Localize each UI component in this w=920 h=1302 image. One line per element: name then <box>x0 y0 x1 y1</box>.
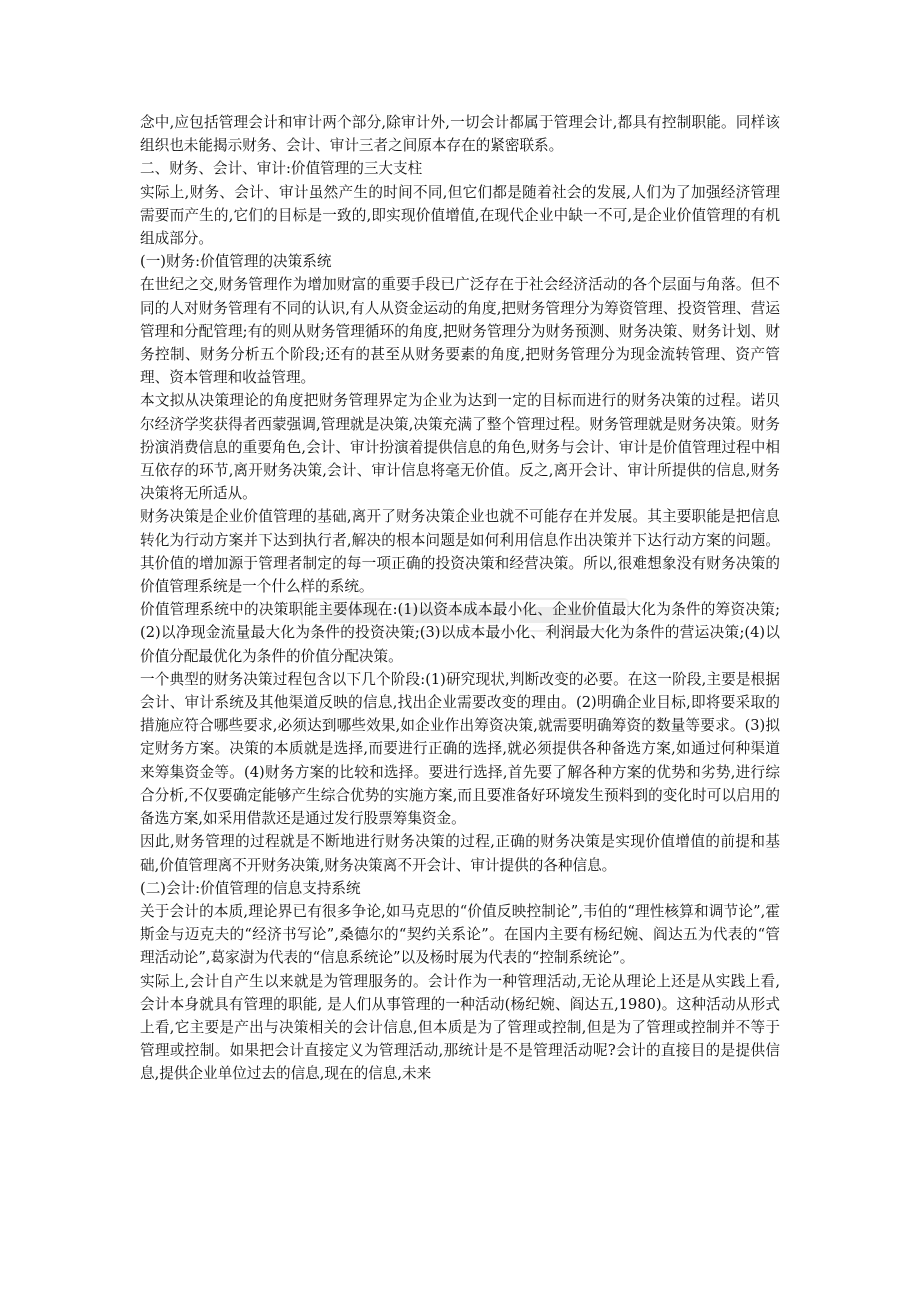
document-body <box>140 111 780 1086</box>
paragraph-7: 财务决策是企业价值管理的基础,离开了财务决策企业也就不可能存在并发展。其主要职能是把信息转化为行动方案并下达到执行者,解决的根本问题是如何利用信息作出决策并下达行动方案的问题。其价值的增加源于管理者制定的每一项正确的投资决策和经营决策。所以,很难想象没有财务决策的价值管理系统是一个什么样的系统。 <box>140 508 780 596</box>
paragraph-13: 实际上,会计自产生以来就是为管理服务的。会计作为一种管理活动,无论从理论上还是从实践上看,会计本身就具有管理的职能, 是人们从事管理的一种活动(杨纪婉、阎达五,1980)。这种活动从形式上看,它主要是产出与决策相关的会计信息,但本质是为了管理或控制,但是为了管理或控制并不等于管理或控制。如果把会计直接定义为管理活动,那统计是不是管理活动呢?会计的直接目的是提供信息,提供企业单位过去的信息,现在的信息,未来 <box>140 972 780 1083</box>
paragraph-9: 一个典型的财务决策过程包含以下几个阶段:(1)研究现状,判断改变的必要。在这一阶段,主要是根据会计、审计系统及其他渠道反映的信息,找出企业需要改变的理由。(2)明确企业目标,即将要采取的措施应符合哪些要求,必须达到哪些效果,如企业作出筹资决策,就需要明确筹资的数量等要求。(3)拟定财务方案。决策的本质就是选择,而要进行正确的选择,就必须提供各种备选方案,如通过何种渠道来筹集资金等。(4)财务方案的比较和选择。要进行选择,首先要了解各种方案的优势和劣势,进行综合分析,不仅要确定能够产生综合优势的实施方案,而且要准备好环境发生预料到的变化时可以启用的备选方案,如采用借款还是通过发行股票筹集资金。 <box>140 670 780 828</box>
paragraph-10: 因此,财务管理的过程就是不断地进行财务决策的过程,正确的财务决策是实现价值增值的前提和基础,价值管理离不开财务决策,财务决策离不开会计、审计提供的各种信息。 <box>140 833 780 874</box>
paragraph-3: 实际上,财务、会计、审计虽然产生的时间不同,但它们都是随着社会的发展,人们为了加强经济管理需要而产生的,它们的目标是一致的,即实现价值增值,在现代企业中缺一不可,是企业价值管理的有机组成部分。 <box>140 183 780 248</box>
subsection-heading-accounting: (二)会计:价值管理的信息支持系统 <box>140 879 361 897</box>
paragraph-1: 念中,应包括管理会计和审计两个部分,除审计外,一切会计都属于管理会计,都具有控制职能。同样该组织也未能揭示财务、会计、审计三者之间原本存在的紧密联系。 <box>140 114 780 155</box>
paragraph-5: 在世纪之交,财务管理作为增加财富的重要手段已广泛存在于社会经济活动的各个层面与角落。但不同的人对财务管理有不同的认识,有人从资金运动的角度,把财务管理分为筹资管理、投资管理、营运管理和分配管理;有的则从财务管理循环的角度,把财务管理分为财务预测、财务决策、财务计划、财务控制、财务分析五个阶段;还有的甚至从财务要素的角度,把财务管理分为现金流转管理、资产管理、资本管理和收益管理。 <box>140 276 780 387</box>
paragraph-6: 本文拟从决策理论的角度把财务管理界定为企业为达到一定的目标而进行的财务决策的过程。诺贝尔经济学奖获得者西蒙强调,管理就是决策,决策充满了整个管理过程。财务管理就是财务决策。财务扮演消费信息的重要角色,会计、审计扮演着提供信息的角色,财务与会计、审计是价值管理过程中相互依存的环节,离开财务决策,会计、审计信息将毫无价值。反之,离开会计、审计所提供的信息,财务决策将无所适从。 <box>140 392 780 503</box>
subsection-heading-finance: (一)财务:价值管理的决策系统 <box>140 253 332 271</box>
paragraph-12: 关于会计的本质,理论界已有很多争论,如马克思的“价值反映控制论”,韦伯的“理性核算和调节论”,霍斯金与迈克夫的“经济书写论”,桑德尔的“契约关系论”。在国内主要有杨纪婉、阎达五为代表的“管理活动论”,葛家澍为代表的“信息系统论”以及杨时展为代表的“控制系统论”。 <box>140 902 780 967</box>
paragraph-8: 价值管理系统中的决策职能主要体现在:(1)以资本成本最小化、企业价值最大化为条件的筹资决策;(2)以净现金流量最大化为条件的投资决策;(3)以成本最小化、利润最大化为条件的营运决策;(4)以价值分配最优化为条件的价值分配决策。 <box>140 601 780 665</box>
section-heading-2: 二、财务、会计、审计:价值管理的三大支柱 <box>140 160 423 178</box>
